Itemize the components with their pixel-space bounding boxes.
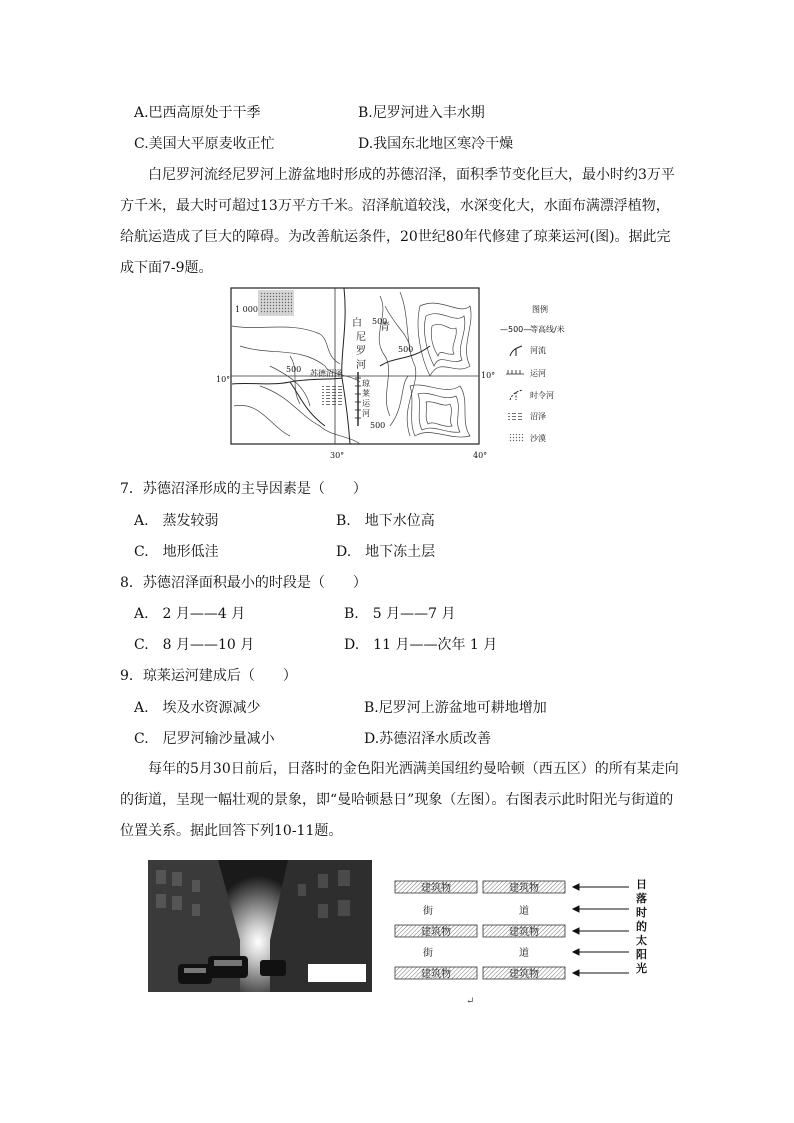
q8-option-b: B. 5 月——7 月 xyxy=(344,606,456,622)
marsh-icon xyxy=(508,412,524,420)
contour-label: 1 000 xyxy=(235,305,258,314)
label-ni: 尼 xyxy=(356,332,366,343)
q7-option-d: D. 地下冻土层 xyxy=(336,544,436,560)
label-he: 河 xyxy=(356,360,366,371)
contour-label: 500 xyxy=(372,317,388,326)
seasonal-river-icon xyxy=(510,390,522,400)
legend-title: 图例 xyxy=(532,305,548,314)
building-label: 建筑物 xyxy=(509,927,539,938)
q9-option-a: A. 埃及水资源减少 xyxy=(134,700,261,716)
label-yun: 运 xyxy=(362,399,370,408)
canal-icon xyxy=(506,370,524,374)
building-label: 建筑物 xyxy=(509,883,539,894)
q7-option-c: C. 地形低洼 xyxy=(134,544,219,560)
q9-option-b: B.尼罗河上游盆地可耕地增加 xyxy=(364,700,547,716)
legend-river-label: 河流 xyxy=(530,346,546,355)
building-label: 建筑物 xyxy=(421,927,451,938)
label-sudd: 苏德沼泽 xyxy=(310,369,342,378)
sun-label-char: 太 xyxy=(636,934,647,947)
street-label: 道 xyxy=(519,906,529,917)
legend-desert-label: 沙漠 xyxy=(530,434,546,443)
sudd-marsh xyxy=(322,384,344,406)
sun-label-char: 时 xyxy=(636,906,647,919)
river-icon xyxy=(510,346,522,356)
street-label: 街 xyxy=(423,906,433,917)
label-he2: 河 xyxy=(362,409,370,418)
building-label: 建筑物 xyxy=(421,969,451,980)
passage-manhattanhenge-text: 每年的5月30日前后，日落时的金色阳光洒满美国纽约曼哈顿（西五区）的所有某走向的街道，呈现一幅壮观的景象，即“曼哈顿悬日”现象（左图）。右图表示此时阳光与街道的位置关系。据此回答下列10-11题。 xyxy=(120,761,679,839)
arrow-left-icon xyxy=(573,970,579,976)
paragraph-return-mark: ↵ xyxy=(466,996,475,1007)
legend-seasonal-label: 时令河 xyxy=(530,391,554,400)
street-label: 街 xyxy=(423,948,433,959)
q8-option-c: C. 8 月——10 月 xyxy=(134,637,255,653)
question-7-stem: 7．苏德沼泽形成的主导因素是（ ） xyxy=(120,481,367,497)
building-label: 建筑物 xyxy=(421,883,451,894)
passage-sudd-text: 白尼罗河流经尼罗河上游盆地时形成的苏德沼泽，面积季节变化巨大，最小时约3万平方千米，最大时可超过13万平方千米。沼泽航道较浅，水深变化大，水面布满漂浮植物，给航运造成了巨大的障碍。为改善航运条件，20世纪80年代修建了琼莱运河(图)。据此完成下面7-9题。 xyxy=(120,167,675,276)
desert-icon xyxy=(508,434,524,442)
contour-label: 500 xyxy=(398,345,414,354)
q7-option-b: B. 地下水位高 xyxy=(336,513,435,529)
lat-label-left: 10° xyxy=(216,375,231,384)
contour-label: 500 xyxy=(286,365,302,374)
question-9-stem: 9．琼莱运河建成后（ ） xyxy=(120,668,297,684)
option-d: D.我国东北地区寒冷干燥 xyxy=(358,136,514,152)
q9-option-d: D.苏德沼泽水质改善 xyxy=(364,731,492,747)
question-8-stem: 8．苏德沼泽面积最小的时段是（ ） xyxy=(120,575,367,591)
lat-label-right: 10° xyxy=(481,371,496,380)
passage-sudd xyxy=(120,160,680,284)
passage-manhattanhenge xyxy=(120,754,680,847)
arrow-left-icon xyxy=(573,884,579,890)
legend-canal-label: 运河 xyxy=(530,369,546,378)
manhattanhenge-photo xyxy=(148,860,372,992)
label-luo: 罗 xyxy=(356,346,366,357)
sun-label-char: 落 xyxy=(636,892,647,905)
q9-option-c: C. 尼罗河输沙量减小 xyxy=(134,731,275,747)
legend-contour-label: 等高线/米 xyxy=(530,325,565,334)
label-qing: 青 xyxy=(380,322,390,333)
street-sunlight-diagram xyxy=(393,876,655,986)
option-b: B.尼罗河进入丰水期 xyxy=(358,105,485,121)
q8-option-d: D. 11 月——次年 1 月 xyxy=(344,637,498,653)
sun-label xyxy=(636,878,647,975)
label-qiong: 琼 xyxy=(362,379,370,388)
arrow-left-icon xyxy=(573,949,579,955)
sun-label-char: 光 xyxy=(636,962,647,975)
desert-area xyxy=(258,290,294,316)
street-label: 道 xyxy=(519,948,529,959)
arrow-left-icon xyxy=(573,906,579,912)
sun-label-char: 的 xyxy=(636,920,647,933)
sun-label-char: 阳 xyxy=(636,948,647,961)
contour-label: 500 xyxy=(370,421,386,430)
legend-marsh-label: 沼泽 xyxy=(530,412,546,421)
label-bai: 白 xyxy=(352,318,362,329)
label-lai: 莱 xyxy=(362,389,370,398)
legend-contour-sample: —500— xyxy=(500,325,532,334)
q8-option-a: A. 2 月——4 月 xyxy=(134,606,246,622)
map-legend xyxy=(500,304,565,443)
lon-label-30: 30° xyxy=(330,451,345,460)
option-c: C.美国大平原麦收正忙 xyxy=(134,136,275,152)
sunlight-arrows xyxy=(573,884,629,976)
jonglei-canal-map xyxy=(216,286,580,466)
q7-option-a: A. 蒸发较弱 xyxy=(134,513,219,529)
arrow-left-icon xyxy=(573,928,579,934)
white-label-box xyxy=(308,964,366,982)
sun-label-char: 日 xyxy=(636,878,647,891)
lon-label-40: 40° xyxy=(473,451,488,460)
option-a: A.巴西高原处于干季 xyxy=(134,105,261,121)
building-label: 建筑物 xyxy=(509,969,539,980)
